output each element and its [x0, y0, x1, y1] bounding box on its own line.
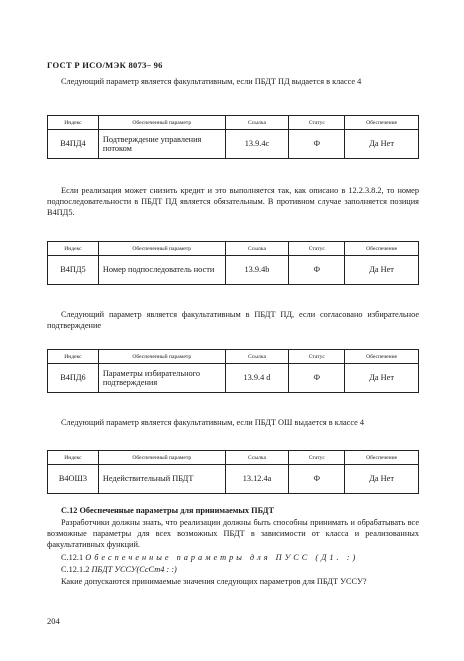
cell-index: В4ПД5: [48, 256, 99, 285]
paragraph-2: [47, 185, 419, 218]
table-row: [48, 130, 419, 159]
paragraph-3-text: Следующий параметр является факультативным в ПБДТ ПД, если согласовано избирательное подтверждение: [47, 310, 419, 330]
subsection-2-title: ПБДТ УССУ(СсСт4 : :): [91, 565, 177, 574]
col-header-ref: Ссылка: [225, 116, 289, 130]
cell-param: Подтверждение управления потоком: [98, 130, 225, 159]
col-header-ref: Ссылка: [225, 242, 289, 256]
cell-provision: Да Нет: [345, 130, 419, 159]
cell-ref: 13.9.4b: [225, 256, 289, 285]
spec-table-1: [47, 115, 419, 159]
col-header-param: Обеспеченный параметр: [98, 242, 225, 256]
page-number: 204: [47, 616, 60, 626]
table-row: [48, 364, 419, 393]
table-header-row: [48, 242, 419, 256]
cell-provision: Да Нет: [345, 465, 419, 494]
section-paragraph-2: [47, 576, 419, 587]
cell-param: Параметры избирательного подтверждения: [98, 364, 225, 393]
cell-provision: Да Нет: [345, 364, 419, 393]
section-number: С.12: [61, 506, 78, 515]
cell-provision: Да Нет: [345, 256, 419, 285]
paragraph-3: [47, 309, 419, 331]
table-row: [48, 465, 419, 494]
section-paragraph-1-text: Разработчики должны знать, что реализации должны быть способны принимать и обрабатывать все возможные параметры для всех возможных ПБДТ в зависимости от класса и реализованных факультативных функций.: [47, 518, 419, 549]
intro-paragraph-1: [47, 76, 419, 87]
col-header-status: Статус: [289, 116, 345, 130]
col-header-param: Обеспеченный параметр: [98, 116, 225, 130]
table-row: [48, 256, 419, 285]
col-header-status: Статус: [289, 451, 345, 465]
cell-status: Ф: [289, 256, 345, 285]
paragraph-2-text: Если реализация может снизить кредит и это выполняется так, как описано в 12.2.3.8.2, то номер подпоследовательности в ПБДТ ПД является обязательным. В противном случае заполняется позиция В4ПД5.: [47, 186, 419, 217]
col-header-status: Статус: [289, 242, 345, 256]
section-paragraph-1: [47, 517, 419, 550]
spec-table-2: [47, 241, 419, 285]
cell-status: Ф: [289, 130, 345, 159]
col-header-param: Обеспеченный параметр: [98, 350, 225, 364]
col-header-provision: Обеспечение: [345, 350, 419, 364]
table-header-row: [48, 350, 419, 364]
col-header-index: Индекс: [48, 350, 99, 364]
subsection-2: [47, 564, 419, 575]
col-header-index: Индекс: [48, 116, 99, 130]
cell-index: В4ПД4: [48, 130, 99, 159]
cell-ref: 13.12.4а: [225, 465, 289, 494]
col-header-ref: Ссылка: [225, 350, 289, 364]
spec-table-3: [47, 349, 419, 393]
subsection-2-number: С.12.1.2: [61, 565, 90, 574]
paragraph-4-text: Следующий параметр является факультативным, если ПБДТ ОШ выдается в классе 4: [61, 418, 365, 427]
col-header-provision: Обеспечение: [345, 116, 419, 130]
subsection-1-title: Обеспеченные параметры для ПУСС (Д1. :): [85, 553, 359, 562]
col-header-index: Индекс: [48, 242, 99, 256]
cell-index: В4ПД6: [48, 364, 99, 393]
cell-ref: 13.9.4с: [225, 130, 289, 159]
table-header-row: [48, 451, 419, 465]
cell-param: Номер подпоследователь ности: [98, 256, 225, 285]
spec-table-4: [47, 450, 419, 494]
cell-index: В4ОШ3: [48, 465, 99, 494]
cell-status: Ф: [289, 364, 345, 393]
intro-text-1: Следующий параметр является факультативным, если ПБДТ ПД выдается в классе 4: [61, 77, 362, 86]
subsection-1-number: С.12.1: [61, 553, 84, 562]
section-title: Обеспеченные параметры для принимаемых ПБДТ: [79, 506, 274, 515]
col-header-status: Статус: [289, 350, 345, 364]
cell-ref: 13.9.4 d: [225, 364, 289, 393]
cell-status: Ф: [289, 465, 345, 494]
col-header-provision: Обеспечение: [345, 451, 419, 465]
document-header: ГОСТ Р ИСО/МЭК 8073– 96: [47, 60, 163, 70]
col-header-param: Обеспеченный параметр: [98, 451, 225, 465]
col-header-index: Индекс: [48, 451, 99, 465]
section-heading: [47, 505, 419, 516]
col-header-ref: Ссылка: [225, 451, 289, 465]
section-paragraph-2-text: Какие допускаются принимаемые значения следующих параметров для ПБДТ УССУ?: [61, 577, 367, 586]
cell-param: Недействительный ПБДТ: [98, 465, 225, 494]
paragraph-4: [47, 417, 419, 428]
col-header-provision: Обеспечение: [345, 242, 419, 256]
subsection-1: [47, 552, 419, 563]
table-header-row: [48, 116, 419, 130]
